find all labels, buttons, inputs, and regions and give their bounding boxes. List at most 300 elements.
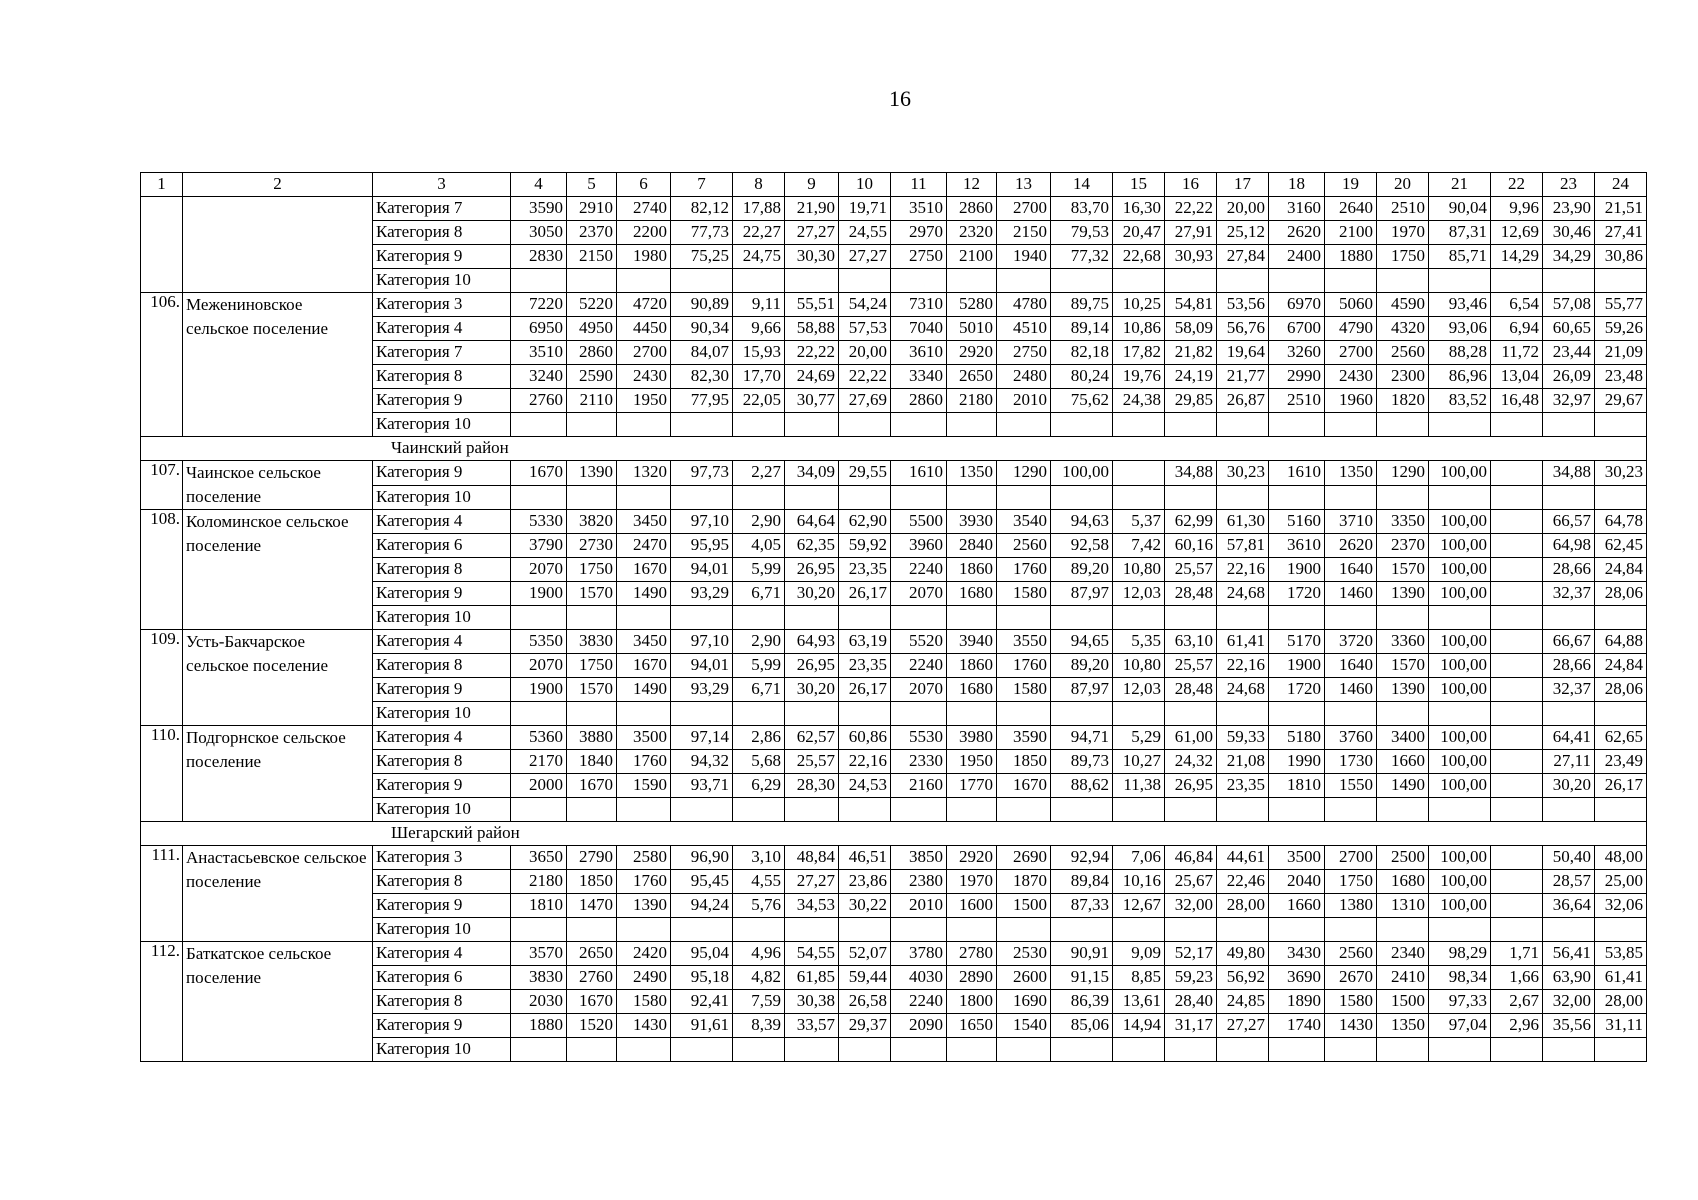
table-cell: 2560 <box>1377 341 1429 365</box>
table-cell <box>1491 461 1543 486</box>
table-cell: 5060 <box>1325 293 1377 317</box>
district-title: Шегарский район <box>141 822 1647 846</box>
table-cell: 28,48 <box>1165 582 1217 606</box>
table-cell: 32,06 <box>1595 894 1647 918</box>
table-cell <box>997 485 1051 510</box>
table-cell <box>1165 269 1217 293</box>
table-cell: 87,33 <box>1051 894 1113 918</box>
table-cell <box>1377 702 1429 726</box>
table-row <box>141 293 1647 317</box>
table-cell: 1460 <box>1325 678 1377 702</box>
table-cell: 2910 <box>567 197 617 221</box>
table-cell: 49,80 <box>1217 942 1269 966</box>
table-cell: 100,00 <box>1429 870 1491 894</box>
table-cell: 1670 <box>997 774 1051 798</box>
table-cell <box>891 485 947 510</box>
table-cell <box>1165 1038 1217 1062</box>
table-cell <box>1595 269 1647 293</box>
column-header: 5 <box>567 173 617 197</box>
table-cell: 59,26 <box>1595 317 1647 341</box>
table-cell: 88,28 <box>1429 341 1491 365</box>
table-cell: 22,05 <box>733 389 785 413</box>
table-cell <box>997 606 1051 630</box>
table-cell: 21,82 <box>1165 341 1217 365</box>
table-cell: 63,19 <box>839 630 891 654</box>
table-cell <box>1543 918 1595 942</box>
table-cell: 1750 <box>1377 245 1429 269</box>
table-cell: 1890 <box>1269 990 1325 1014</box>
table-cell: 100,00 <box>1429 461 1491 486</box>
table-cell: 1350 <box>947 461 997 486</box>
table-cell <box>1491 918 1543 942</box>
table-cell: 12,69 <box>1491 221 1543 245</box>
table-cell: 14,29 <box>1491 245 1543 269</box>
column-header: 23 <box>1543 173 1595 197</box>
table-cell: 7,06 <box>1113 846 1165 870</box>
table-cell: 27,27 <box>839 245 891 269</box>
table-cell <box>1325 702 1377 726</box>
table-cell: 83,52 <box>1429 389 1491 413</box>
table-cell: 33,57 <box>785 1014 839 1038</box>
table-cell: 95,04 <box>671 942 733 966</box>
table-cell <box>1165 606 1217 630</box>
table-cell: 4780 <box>997 293 1051 317</box>
table-cell <box>1325 269 1377 293</box>
table-cell <box>567 798 617 822</box>
category-label: Категория 8 <box>373 990 511 1014</box>
table-cell: 2030 <box>511 990 567 1014</box>
table-cell: 4,96 <box>733 942 785 966</box>
table-cell <box>891 1038 947 1062</box>
table-cell: 2760 <box>511 389 567 413</box>
table-cell: 2510 <box>1269 389 1325 413</box>
table-cell <box>1491 846 1543 870</box>
table-cell: 1610 <box>891 461 947 486</box>
table-cell <box>733 485 785 510</box>
table-cell: 100,00 <box>1429 894 1491 918</box>
table-row <box>141 846 1647 870</box>
category-label: Категория 9 <box>373 678 511 702</box>
column-header: 19 <box>1325 173 1377 197</box>
table-cell: 63,10 <box>1165 630 1217 654</box>
table-cell: 2410 <box>1377 966 1429 990</box>
table-cell <box>1491 269 1543 293</box>
table-cell: 21,09 <box>1595 341 1647 365</box>
table-cell: 1760 <box>617 750 671 774</box>
table-cell <box>1113 1038 1165 1062</box>
category-label: Категория 4 <box>373 510 511 534</box>
table-cell: 26,95 <box>785 558 839 582</box>
table-row <box>141 942 1647 966</box>
table-cell: 3650 <box>511 846 567 870</box>
table-cell <box>617 413 671 437</box>
table-cell: 62,45 <box>1595 534 1647 558</box>
table-cell <box>1051 702 1113 726</box>
table-cell: 61,41 <box>1217 630 1269 654</box>
table-cell: 14,94 <box>1113 1014 1165 1038</box>
table-cell: 7,42 <box>1113 534 1165 558</box>
table-cell: 26,17 <box>839 678 891 702</box>
table-cell: 35,56 <box>1543 1014 1595 1038</box>
district-title: Чаинский район <box>141 437 1647 461</box>
table-cell <box>1269 1038 1325 1062</box>
table-cell <box>891 702 947 726</box>
table-cell: 2780 <box>947 942 997 966</box>
table-cell: 10,16 <box>1113 870 1165 894</box>
table-cell: 8,39 <box>733 1014 785 1038</box>
table-cell: 100,00 <box>1429 654 1491 678</box>
table-cell: 89,84 <box>1051 870 1113 894</box>
table-cell: 3360 <box>1377 630 1429 654</box>
table-cell: 30,93 <box>1165 245 1217 269</box>
table-cell: 1390 <box>1377 678 1429 702</box>
table-cell: 84,07 <box>671 341 733 365</box>
table-cell: 3930 <box>947 510 997 534</box>
table-cell: 26,09 <box>1543 365 1595 389</box>
table-cell: 2590 <box>567 365 617 389</box>
table-cell: 24,84 <box>1595 558 1647 582</box>
table-cell: 26,95 <box>1165 774 1217 798</box>
table-cell: 3240 <box>511 365 567 389</box>
table-cell: 26,58 <box>839 990 891 1014</box>
table-cell: 85,71 <box>1429 245 1491 269</box>
table-cell: 1760 <box>617 870 671 894</box>
table-cell <box>1217 606 1269 630</box>
table-cell: 1810 <box>511 894 567 918</box>
table-cell: 23,35 <box>839 558 891 582</box>
table-cell: 5010 <box>947 317 997 341</box>
table-row <box>141 510 1647 534</box>
table-cell <box>733 1038 785 1062</box>
category-label: Категория 10 <box>373 269 511 293</box>
table-cell: 16,48 <box>1491 389 1543 413</box>
table-cell <box>785 1038 839 1062</box>
table-cell <box>1429 606 1491 630</box>
table-cell: 2840 <box>947 534 997 558</box>
table-cell: 26,87 <box>1217 389 1269 413</box>
table-cell: 3540 <box>997 510 1051 534</box>
table-cell: 21,51 <box>1595 197 1647 221</box>
category-label: Категория 7 <box>373 197 511 221</box>
table-cell: 1850 <box>997 750 1051 774</box>
table-cell: 2110 <box>567 389 617 413</box>
table-cell: 59,44 <box>839 966 891 990</box>
table-cell <box>671 485 733 510</box>
table-cell: 29,85 <box>1165 389 1217 413</box>
table-cell: 1430 <box>617 1014 671 1038</box>
settlement-number: 111. <box>141 846 183 942</box>
table-cell: 23,90 <box>1543 197 1595 221</box>
table-cell <box>617 798 671 822</box>
settlement-name: Межениновское сельское поселение <box>183 293 373 437</box>
table-cell: 93,71 <box>671 774 733 798</box>
header-row <box>141 173 1647 197</box>
table-cell <box>1377 413 1429 437</box>
table-cell: 8,85 <box>1113 966 1165 990</box>
table-cell <box>1543 702 1595 726</box>
category-label: Категория 4 <box>373 630 511 654</box>
table-cell: 2430 <box>617 365 671 389</box>
table-cell: 1940 <box>997 245 1051 269</box>
table-cell <box>1325 798 1377 822</box>
table-cell: 3430 <box>1269 942 1325 966</box>
table-cell: 2970 <box>891 221 947 245</box>
table-cell: 2700 <box>1325 846 1377 870</box>
table-cell: 2700 <box>617 341 671 365</box>
table-cell <box>1491 630 1543 654</box>
table-cell: 3450 <box>617 510 671 534</box>
table-cell: 82,12 <box>671 197 733 221</box>
table-cell <box>1491 534 1543 558</box>
table-cell <box>1491 774 1543 798</box>
table-cell: 44,61 <box>1217 846 1269 870</box>
table-cell: 1580 <box>997 678 1051 702</box>
table-cell: 1680 <box>1377 870 1429 894</box>
table-cell: 92,94 <box>1051 846 1113 870</box>
table-cell <box>1165 413 1217 437</box>
table-cell: 5160 <box>1269 510 1325 534</box>
table-cell <box>997 702 1051 726</box>
table-cell <box>1543 413 1595 437</box>
table-cell: 1880 <box>1325 245 1377 269</box>
table-cell <box>1429 269 1491 293</box>
table-cell <box>1377 1038 1429 1062</box>
table-cell <box>567 485 617 510</box>
table-cell: 3830 <box>511 966 567 990</box>
table-cell <box>1429 702 1491 726</box>
settlement-name <box>183 197 373 293</box>
table-cell: 77,95 <box>671 389 733 413</box>
table-cell: 82,30 <box>671 365 733 389</box>
table-cell: 32,97 <box>1543 389 1595 413</box>
table-cell: 31,11 <box>1595 1014 1647 1038</box>
table-cell: 24,68 <box>1217 678 1269 702</box>
table-cell: 1750 <box>1325 870 1377 894</box>
table-cell <box>839 1038 891 1062</box>
table-cell: 4,55 <box>733 870 785 894</box>
table-cell: 87,97 <box>1051 582 1113 606</box>
table-cell: 46,51 <box>839 846 891 870</box>
table-cell: 50,40 <box>1543 846 1595 870</box>
table-cell <box>511 606 567 630</box>
column-header: 8 <box>733 173 785 197</box>
table-cell: 61,30 <box>1217 510 1269 534</box>
table-cell: 10,25 <box>1113 293 1165 317</box>
table-cell: 2330 <box>891 750 947 774</box>
table-cell: 10,80 <box>1113 558 1165 582</box>
table-cell: 1570 <box>567 678 617 702</box>
table-cell: 1760 <box>997 558 1051 582</box>
table-cell: 3500 <box>1269 846 1325 870</box>
table-cell: 6,71 <box>733 678 785 702</box>
table-cell: 1750 <box>567 654 617 678</box>
table-cell: 24,19 <box>1165 365 1217 389</box>
table-cell: 2830 <box>511 245 567 269</box>
table-cell: 2070 <box>891 678 947 702</box>
table-cell: 5220 <box>567 293 617 317</box>
table-cell: 4,05 <box>733 534 785 558</box>
table-cell <box>617 269 671 293</box>
table-cell: 7220 <box>511 293 567 317</box>
table-cell: 10,80 <box>1113 654 1165 678</box>
table-cell: 3,10 <box>733 846 785 870</box>
table-cell: 1670 <box>567 774 617 798</box>
table-cell: 64,78 <box>1595 510 1647 534</box>
table-cell: 48,84 <box>785 846 839 870</box>
table-cell: 2240 <box>891 558 947 582</box>
table-cell <box>617 702 671 726</box>
table-cell: 24,68 <box>1217 582 1269 606</box>
table-cell <box>1325 606 1377 630</box>
table-cell: 90,04 <box>1429 197 1491 221</box>
category-label: Категория 10 <box>373 1038 511 1062</box>
table-cell <box>1051 918 1113 942</box>
table-cell <box>891 798 947 822</box>
settlement-name: Подгорнское сельское поселение <box>183 726 373 822</box>
table-cell <box>839 918 891 942</box>
table-cell: 82,18 <box>1051 341 1113 365</box>
table-cell <box>1217 413 1269 437</box>
table-cell: 11,72 <box>1491 341 1543 365</box>
column-header: 22 <box>1491 173 1543 197</box>
table-cell: 93,06 <box>1429 317 1491 341</box>
table-cell: 32,00 <box>1543 990 1595 1014</box>
table-cell <box>1595 606 1647 630</box>
table-cell: 77,32 <box>1051 245 1113 269</box>
table-cell: 25,57 <box>1165 654 1217 678</box>
table-cell <box>1543 606 1595 630</box>
table-cell: 2070 <box>511 654 567 678</box>
category-label: Категория 3 <box>373 293 511 317</box>
table-cell <box>1269 606 1325 630</box>
table-cell: 1740 <box>1269 1014 1325 1038</box>
table-cell: 25,57 <box>785 750 839 774</box>
table-cell <box>567 606 617 630</box>
table-cell: 28,06 <box>1595 582 1647 606</box>
table-cell: 52,07 <box>839 942 891 966</box>
table-cell <box>947 798 997 822</box>
table-cell <box>567 702 617 726</box>
table-cell: 20,47 <box>1113 221 1165 245</box>
table-cell: 5,37 <box>1113 510 1165 534</box>
table-cell: 2670 <box>1325 966 1377 990</box>
table-cell <box>1325 1038 1377 1062</box>
table-cell <box>785 269 839 293</box>
table-cell: 54,24 <box>839 293 891 317</box>
table-cell: 1690 <box>997 990 1051 1014</box>
table-cell: 89,20 <box>1051 558 1113 582</box>
table-cell: 61,00 <box>1165 726 1217 750</box>
table-cell <box>1595 918 1647 942</box>
table-cell: 22,16 <box>839 750 891 774</box>
table-cell <box>1217 702 1269 726</box>
column-header: 15 <box>1113 173 1165 197</box>
table-cell: 62,35 <box>785 534 839 558</box>
table-cell: 94,65 <box>1051 630 1113 654</box>
table-cell: 75,62 <box>1051 389 1113 413</box>
table-cell: 24,85 <box>1217 990 1269 1014</box>
table-cell: 28,00 <box>1595 990 1647 1014</box>
table-cell <box>511 269 567 293</box>
table-cell <box>947 606 997 630</box>
table-cell: 9,96 <box>1491 197 1543 221</box>
table-cell: 60,65 <box>1543 317 1595 341</box>
table-cell: 27,41 <box>1595 221 1647 245</box>
table-cell <box>1377 269 1429 293</box>
table-cell: 2370 <box>567 221 617 245</box>
table-cell <box>1491 798 1543 822</box>
table-cell <box>1491 606 1543 630</box>
table-cell: 97,10 <box>671 630 733 654</box>
column-header: 13 <box>997 173 1051 197</box>
table-cell: 2070 <box>891 582 947 606</box>
table-cell <box>1491 1038 1543 1062</box>
table-cell: 5280 <box>947 293 997 317</box>
category-label: Категория 10 <box>373 798 511 822</box>
table-cell: 3610 <box>891 341 947 365</box>
table-cell: 1640 <box>1325 654 1377 678</box>
table-cell <box>997 269 1051 293</box>
table-cell <box>511 1038 567 1062</box>
table-cell: 79,53 <box>1051 221 1113 245</box>
table-cell <box>1269 485 1325 510</box>
table-cell: 1880 <box>511 1014 567 1038</box>
settlement-name: Коломинское сельское поселение <box>183 510 373 630</box>
table-cell: 1850 <box>567 870 617 894</box>
table-cell <box>891 269 947 293</box>
table-cell: 1820 <box>1377 389 1429 413</box>
table-cell <box>511 485 567 510</box>
table-cell: 100,00 <box>1429 630 1491 654</box>
tariff-table <box>140 172 1647 1062</box>
table-cell: 3710 <box>1325 510 1377 534</box>
table-cell: 26,17 <box>839 582 891 606</box>
column-header: 24 <box>1595 173 1647 197</box>
table-cell: 23,35 <box>1217 774 1269 798</box>
table-cell: 2320 <box>947 221 997 245</box>
table-cell <box>1429 485 1491 510</box>
table-cell: 1800 <box>947 990 997 1014</box>
table-cell: 30,30 <box>785 245 839 269</box>
table-cell: 95,18 <box>671 966 733 990</box>
table-cell: 2560 <box>997 534 1051 558</box>
table-cell: 3450 <box>617 630 671 654</box>
table-cell: 29,67 <box>1595 389 1647 413</box>
table-cell <box>839 606 891 630</box>
table-cell: 32,37 <box>1543 582 1595 606</box>
table-row <box>141 461 1647 486</box>
table-cell <box>1543 269 1595 293</box>
table-cell: 30,20 <box>785 678 839 702</box>
table-cell: 2170 <box>511 750 567 774</box>
table-cell: 3830 <box>567 630 617 654</box>
table-cell <box>1269 798 1325 822</box>
table-cell: 3350 <box>1377 510 1429 534</box>
table-cell: 30,22 <box>839 894 891 918</box>
table-cell: 1980 <box>617 245 671 269</box>
table-cell <box>733 606 785 630</box>
table-cell <box>1269 269 1325 293</box>
table-cell: 2000 <box>511 774 567 798</box>
table-cell: 28,00 <box>1217 894 1269 918</box>
table-cell <box>1217 485 1269 510</box>
table-cell: 2300 <box>1377 365 1429 389</box>
table-cell <box>617 918 671 942</box>
table-cell: 15,93 <box>733 341 785 365</box>
table-cell: 5360 <box>511 726 567 750</box>
table-cell: 29,55 <box>839 461 891 486</box>
table-cell: 90,89 <box>671 293 733 317</box>
